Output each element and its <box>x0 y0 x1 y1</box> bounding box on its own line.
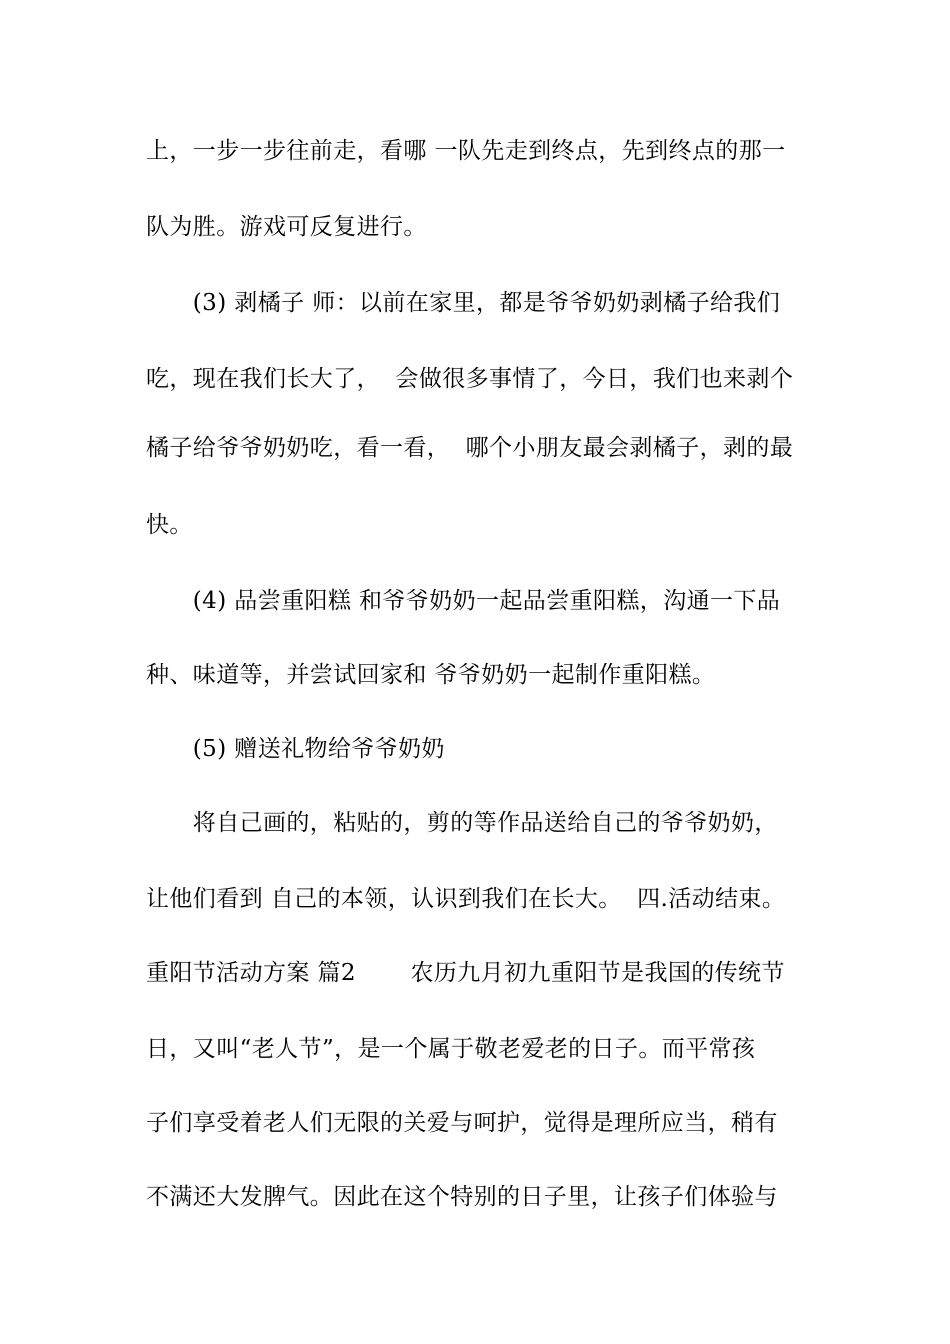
text-line: (5) 赠送礼物给爷爷奶奶 <box>146 736 445 762</box>
text-line: 上，一步一步往前走，看哪 一队先走到终点，先到终点的那一 <box>146 138 786 164</box>
text-line: 吃，现在我们长大了， 会做很多事情了，今日，我们也来剥个 <box>146 366 794 392</box>
text-line: 将自己画的，粘贴的，剪的等作品送给自己的爷爷奶奶， <box>146 810 778 836</box>
text-line: 不满还大发脾气。因此在这个特别的日子里，让孩子们体验与 <box>146 1184 778 1210</box>
text-line: 让他们看到 自己的本领，认识到我们在长大。 四.活动结束。 <box>146 886 786 912</box>
text-line: 子们享受着老人们无限的关爱与呵护，觉得是理所应当，稍有 <box>146 1110 778 1136</box>
text-line: (4) 品尝重阳糕 和爷爷奶奶一起品尝重阳糕，沟通一下品 <box>146 588 781 614</box>
text-line: 日，又叫“老人节”，是一个属于敬老爱老的日子。而平常孩 <box>146 1036 756 1062</box>
text-line: 快。 <box>146 512 193 538</box>
text-line: 橘子给爷爷奶奶吃，看一看， 哪个小朋友最会剥橘子，剥的最 <box>146 435 794 461</box>
text-line: 队为胜。游戏可反复进行。 <box>146 214 427 240</box>
text-line: 重阳节活动方案 篇2 农历九月初九重阳节是我国的传统节 <box>146 960 785 986</box>
text-line: (3) 剥橘子 师：以前在家里，都是爷爷奶奶剥橘子给我们 <box>146 290 781 316</box>
text-line: 种、味道等，并尝试回家和 爷爷奶奶一起制作重阳糕。 <box>146 662 716 688</box>
